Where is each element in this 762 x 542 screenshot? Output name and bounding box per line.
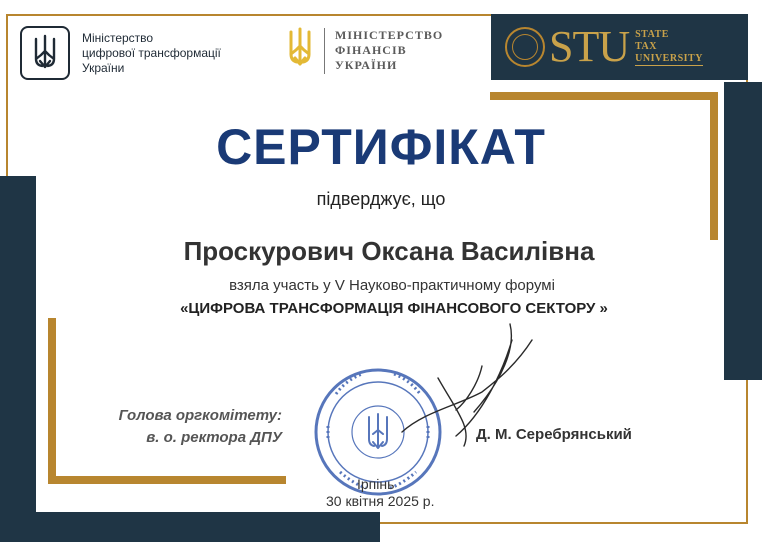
university-abbr: STU <box>549 22 630 71</box>
participation-text: взяла участь у V Науково-практичному форумі <box>229 277 555 294</box>
confirms-text: підверджує, що <box>316 189 446 209</box>
university-name-line: STATE <box>635 28 669 40</box>
official-stamp <box>306 314 546 514</box>
trident-gold-icon <box>286 26 314 75</box>
chair-title: Голова оргкомітету: <box>118 407 282 424</box>
recipient-name: Проскурович Оксана Василівна <box>183 236 595 266</box>
trident-icon <box>20 26 70 80</box>
ministry-finance-name <box>335 28 443 73</box>
university-full-name <box>635 29 703 66</box>
university-logo <box>491 14 748 80</box>
chair-position: в. о. ректора ДПУ <box>146 429 282 446</box>
issue-place: Ірпінь <box>357 476 395 492</box>
issue-date: 30 квітня 2025 р. <box>326 493 435 509</box>
ministry-digital-name <box>82 31 221 76</box>
signer-name: Д. М. Серебрянський <box>476 426 632 443</box>
ministry-finance-line: ФІНАНСІВ <box>335 43 407 57</box>
gold-bar-left-side <box>48 318 56 482</box>
ministry-digital-line: цифрової трансформації <box>82 45 221 60</box>
university-seal-icon <box>505 27 545 67</box>
ministry-digital-line: України <box>82 60 125 75</box>
gold-bar-left-bottom <box>48 476 286 484</box>
navy-block-left <box>0 176 36 542</box>
ministry-finance-line: МІНІСТЕРСТВО <box>335 28 444 42</box>
forum-title: «ЦИФРОВА ТРАНСФОРМАЦІЯ ФІНАНСОВОГО СЕКТОРУ » <box>180 300 608 317</box>
ministry-digital-line: Міністерство <box>82 30 154 45</box>
gold-bar-right-top <box>490 92 718 100</box>
organizing-committee-chair <box>72 405 282 449</box>
navy-block-bottom <box>0 512 380 542</box>
certificate-title: СЕРТИФІКАТ <box>216 119 546 175</box>
ministry-digital-logo <box>20 26 221 80</box>
logo-divider <box>324 28 325 74</box>
ministry-finance-line: УКРАЇНИ <box>335 58 398 72</box>
university-name-line: TAX <box>635 40 657 52</box>
ministry-finance-logo <box>286 26 443 75</box>
university-name-line: UNIVERSITY <box>635 52 703 64</box>
